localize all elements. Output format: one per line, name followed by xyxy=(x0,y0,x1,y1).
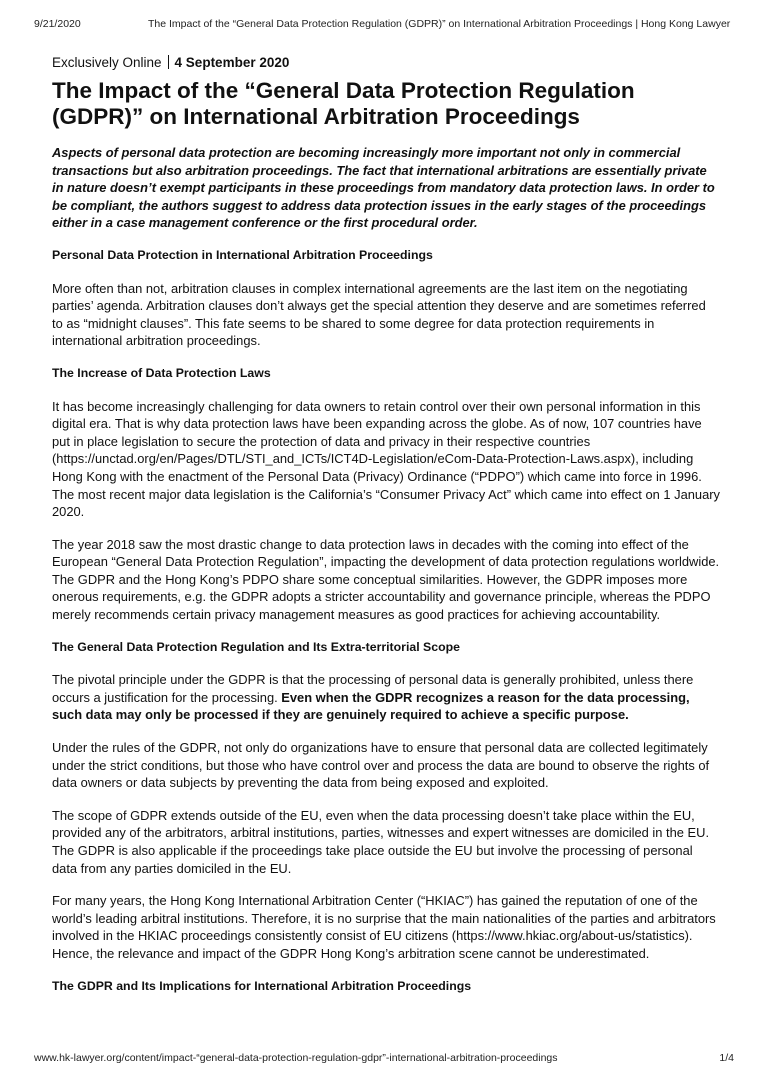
print-url: www.hk-lawyer.org/content/impact-“general-data-protection-regulation-gdpr”-international-arbitration-proceedings xyxy=(34,1052,558,1064)
article-lede: Aspects of personal data protection are becoming increasingly more important not only in commercial transactions but also arbitration proceedings. The fact that international arbitrations are essentially private in nature doesn’t exempt participants in these proceedings from mandatory data protection laws. In order to be compliant, the authors suggest to address data protection issues in the early stages of the proceedings either in a case management conference or the first procedural order. xyxy=(52,145,715,231)
section-heading-personal-data: Personal Data Protection in International Arbitration Proceedings xyxy=(52,247,433,262)
article xyxy=(52,54,720,1010)
paragraph-emphasis: Even when the GDPR recognizes a reason for the data processing, such data may only be processed if they are genuinely required to achieve a specific purpose. xyxy=(52,689,690,723)
paragraph-text: The pivotal principle under the GDPR is that the processing of personal data is generally prohibited, unless there occurs a justification for the processing. xyxy=(52,672,694,705)
print-header xyxy=(34,17,734,31)
section-heading-gdpr-scope: The General Data Protection Regulation and Its Extra-territorial Scope xyxy=(52,639,460,654)
print-date: 9/21/2020 xyxy=(34,18,81,30)
article-date: 4 September 2020 xyxy=(174,55,290,70)
section-heading-gdpr-implications: The GDPR and Its Implications for International Arbitration Proceedings xyxy=(52,978,472,993)
page-number: 1/4 xyxy=(719,1052,734,1064)
article-title: The Impact of the “General Data Protection Regulation (GDPR)” on International Arbitration Proceedings xyxy=(52,78,635,129)
paragraph: It has become increasingly challenging for data owners to retain control over their own personal information in this digital era. That is why data protection laws have been expanding across the globe. As of now, 107 countries have put in place legislation to secure the protection of data and privacy in their respective countries (https://unctad.org/en/Pages/DTL/STI_and_ICTs/ICT4D-Legislation/eCom-Data-Protection-Laws.aspx), including Hong Kong with the enactment of the Personal Data (Privacy) Ordinance (“PDPO”) which came into force in 1996. The most recent major data legislation is the California’s “Consumer Privacy Act” which came into effect on 1 January 2020. xyxy=(52,398,720,520)
paragraph: For many years, the Hong Kong International Arbitration Center (“HKIAC”) has gained the reputation of one of the world’s leading arbitral institutions. Therefore, it is no surprise that the main nationalities of the parties and arbitrators involved in the HKIAC proceedings consistently consist of EU citizens (https://www.hkiac.org/about-us/statistics). Hence, the relevance and impact of the GDPR Hong Kong’s arbitration scene cannot be underestimated. xyxy=(52,893,716,961)
paragraph: Under the rules of the GDPR, not only do organizations have to ensure that personal data are collected legitimately under the strict conditions, but those who have control over and process the data are bound to observe the rights of data owners or data subjects by preventing the data from being exposed and exploited. xyxy=(52,740,710,791)
article-meta xyxy=(52,54,720,72)
paragraph: More often than not, arbitration clauses in complex international agreements are the last item on the negotiating parties’ agenda. Arbitration clauses don’t always get the special attention they deserve and are sometimes referred to as “midnight clauses”. This fate seems to be shared to some degree for data protection requirements in international arbitration proceedings. xyxy=(52,280,706,349)
paragraph: The scope of GDPR extends outside of the EU, even when the data processing doesn’t take place within the EU, provided any of the arbitrators, arbitral institutions, parties, witnesses and expert witnesses are domiciled in the EU. The GDPR is also applicable if the proceedings take place outside the EU but involve the processing of personal data from any parties domiciled in the EU. xyxy=(52,807,710,876)
meta-divider xyxy=(168,55,169,69)
print-footer xyxy=(34,1051,734,1065)
paragraph: The year 2018 saw the most drastic change to data protection laws in decades with the coming into effect of the European “General Data Protection Regulation”, impacting the development of data protection regulations worldwide. The GDPR and the Hong Kong’s PDPO share some conceptual similarities. However, the GDPR imposes more onerous requirements, e.g. the GDPR adopts a stricter accountability and governance principle, whereas the PDPO merely recommends certain privacy management measures as good practices for achieving accountability. xyxy=(52,536,720,623)
article-category: Exclusively Online xyxy=(52,55,162,70)
section-heading-data-protection-laws: The Increase of Data Protection Laws xyxy=(52,365,271,380)
print-page-title: The Impact of the “General Data Protection Regulation (GDPR)” on International Arbitration Proceedings | Hong Kong Lawyer xyxy=(148,18,731,30)
paragraph xyxy=(52,671,720,724)
